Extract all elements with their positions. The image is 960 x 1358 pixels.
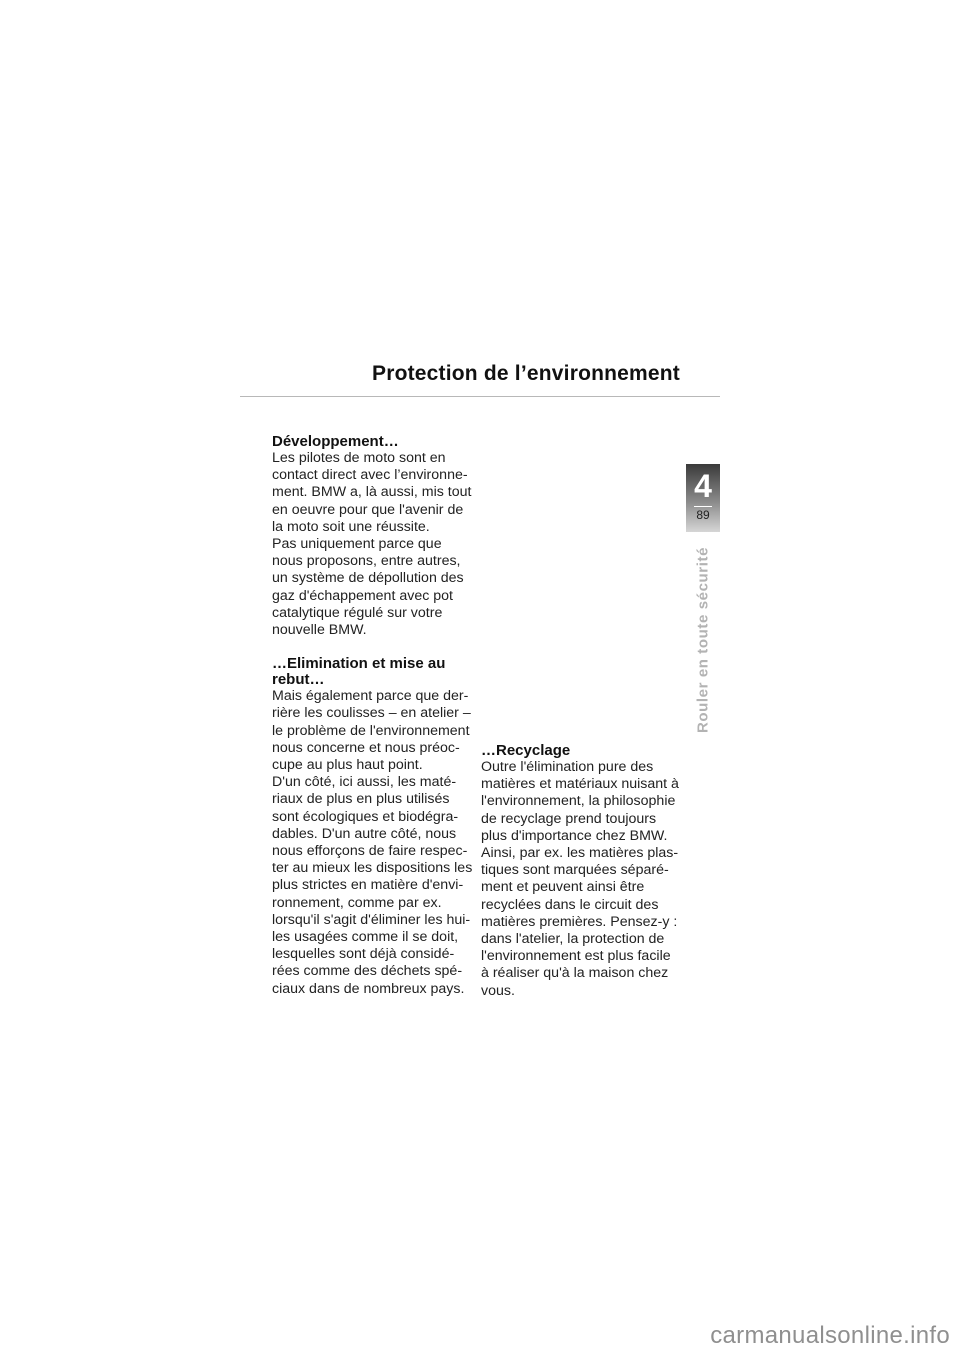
section-gap <box>272 639 484 656</box>
recyclage-paragraph-1: Outre l'élimination pure des matières et matériaux nuisant à l'environnement, la philosophie de recyclage prend toujours plus d'importance chez BMW. Ainsi, par ex. les matières plas- tiques sont marquées séparé- ment et peuvent ainsi être recyclées dans le circuit des matières premières. Pensez-y : dans l'atelier, la protection de l'environnement est plus facile à réaliser qu'à la maison chez vous. <box>481 759 679 999</box>
developpement-paragraph-2: Pas uniquement parce que nous proposons, entre autres, un système de dépollution des gaz d'échappement avec pot catalytique régulé sur votre nouvelle BMW. <box>272 536 464 639</box>
heading-elimination: …Elimination et mise au rebut… <box>272 655 446 689</box>
left-column <box>272 434 484 998</box>
elimination-paragraph-2: D'un côté, ici aussi, les maté- riaux de plus en plus utilisés sont écologiques et biodégra- dables. D'un autre côté, nous nous efforçons de faire respec- ter au mieux les dispositions les plus strictes en matière d'envi- ronnement, comme par ex. lorsqu'il s'agit d'éliminer les hui- les usagées comme il se doit, lesquelles sont déjà considé- rées comme des déchets spé- ciaux dans de nombreux pays. <box>272 774 473 997</box>
chapter-side-label <box>692 545 714 735</box>
chapter-tab-divider <box>694 506 712 507</box>
elimination-paragraph-1: Mais également parce que der- rière les coulisses – en atelier – le problème de l'environnement nous concerne et nous préoc- cupe au plus haut point. <box>272 688 471 774</box>
developpement-paragraph-1: Les pilotes de moto sont en contact direct avec l’environne- ment. BMW a, là aussi, mis tout en oeuvre pour que l'avenir de la moto soit une réussite. <box>272 450 472 535</box>
chapter-side-label-text: Rouler en toute sécurité <box>694 546 712 734</box>
page-title: Protection de l’environnement <box>371 362 680 385</box>
heading-developpement: Développement… <box>272 433 399 450</box>
page-number: 89 <box>696 508 710 522</box>
heading-recyclage: …Recyclage <box>481 742 571 759</box>
title-divider <box>240 396 720 397</box>
right-column <box>481 743 693 1000</box>
chapter-tab <box>686 464 720 532</box>
chapter-number: 4 <box>694 468 712 504</box>
watermark: carmanualsonline.info <box>710 1322 950 1349</box>
